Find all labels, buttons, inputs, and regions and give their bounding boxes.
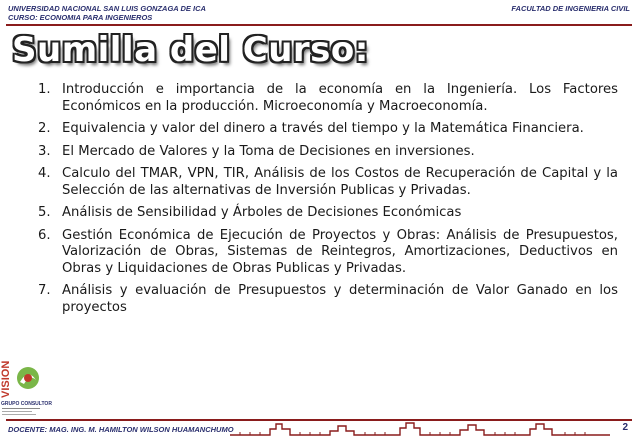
header-left [8, 4, 206, 22]
header-divider [6, 24, 632, 26]
item-text: Análisis de Sensibilidad y Árboles de Decisiones Económicas [62, 205, 462, 220]
item-text: Calculo del TMAR, VPN, TIR, Análisis de los Costos de Recuperación de Capital y la Selección de las alternativas de Inversión Publicas y Privadas. [62, 166, 618, 198]
teacher-name: DOCENTE: MAG. ING. M. HAMILTON WILSON HUAMANCHUMO [8, 425, 234, 434]
item-text: Gestión Económica de Ejecución de Proyectos y Obras: Análisis de Presupuestos, Valorización de Obras, Sistemas de Reintegros, Amortizaciones, Deductivos en Obras y Liquidaciones de Obras Publicas y Privadas. [62, 227, 618, 276]
item-number: 3. [38, 143, 51, 159]
list-item [38, 121, 618, 138]
page-number: 2 [622, 422, 628, 433]
item-number: 7. [38, 283, 51, 298]
item-number: 6. [38, 227, 51, 243]
item-text: El Mercado de Valores y la Toma de Decisiones en inversiones. [62, 143, 475, 159]
vision-logo [0, 360, 52, 420]
list-item [38, 205, 618, 222]
item-text: Introducción e importancia de la economía en la Ingeniería. Los Factores Económicos en la producción. Microeconomía y Macroeconomía. [62, 82, 618, 114]
page-title: Sumilla del Curso: [12, 30, 369, 70]
list-item [38, 228, 618, 278]
item-text: Análisis y evaluación de Presupuestos y determinación de Valor Ganado en los proyectos [62, 283, 618, 315]
item-number: 2. [38, 121, 51, 136]
topic-list [38, 82, 618, 322]
logo-group-text: GRUPO CONSULTOR [1, 401, 52, 407]
list-item [38, 144, 618, 161]
item-number: 5. [38, 205, 51, 220]
item-number: 4. [38, 166, 51, 181]
list-item [38, 82, 618, 115]
item-text: Equivalencia y valor del dinero a través del tiempo y la Matemática Financiera. [62, 121, 584, 136]
vision-logo-text: VISION [0, 360, 12, 398]
decorative-wall-icon [230, 420, 610, 438]
university-name: UNIVERSIDAD NACIONAL SAN LUIS GONZAGA DE ICA [8, 4, 206, 13]
list-item [38, 166, 618, 199]
list-item [38, 283, 618, 316]
faculty-name: FACULTAD DE INGENIERIA CIVIL [511, 4, 630, 13]
course-name: CURSO: ECONOMIA PARA INGENIEROS [8, 13, 153, 22]
item-number: 1. [38, 82, 51, 97]
